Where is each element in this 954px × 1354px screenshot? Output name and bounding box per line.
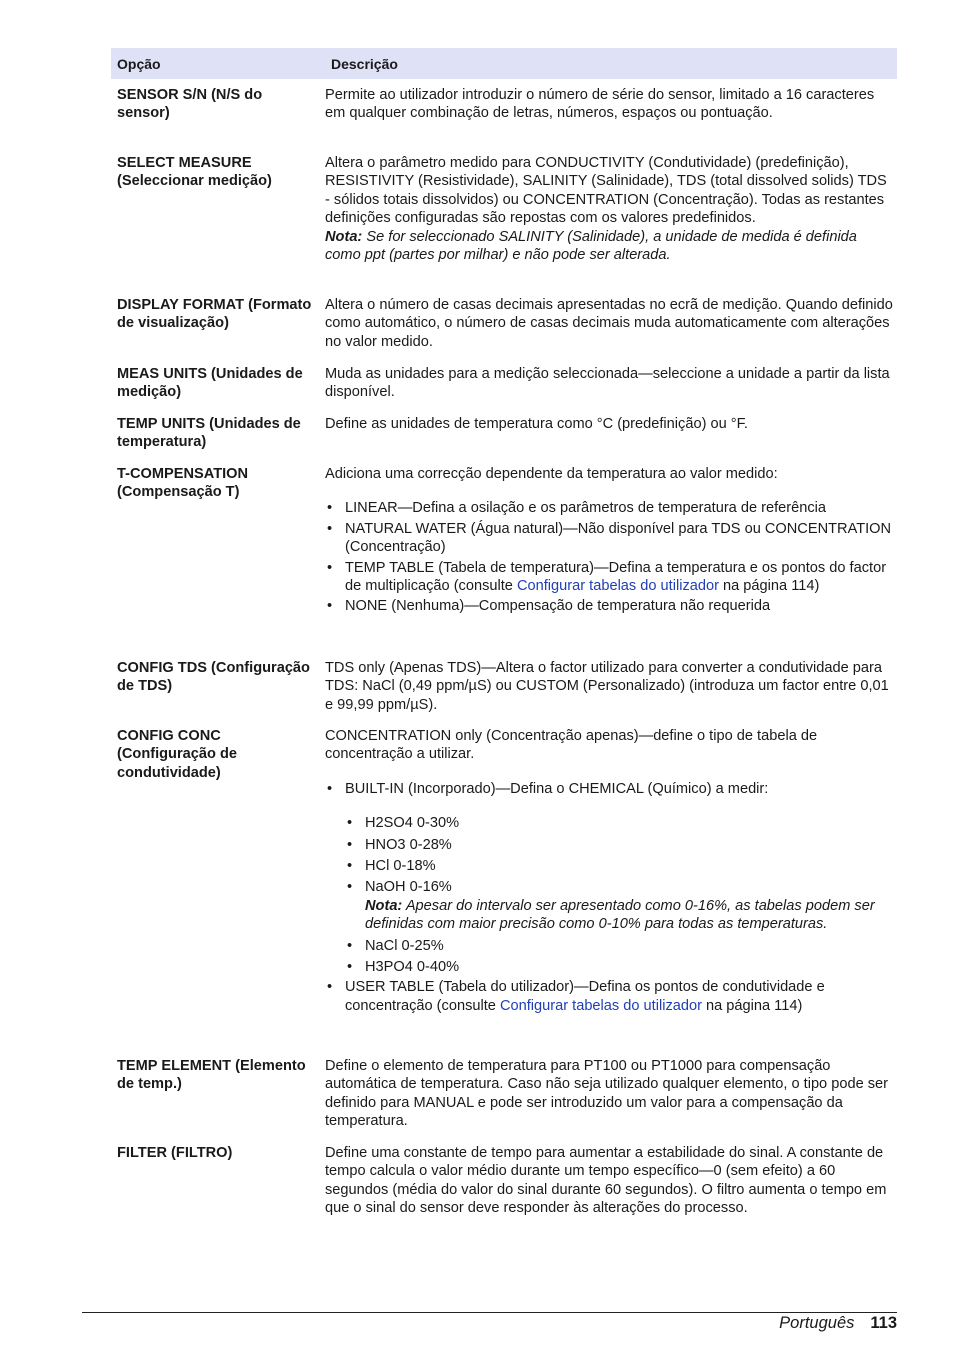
page-number: 113 — [870, 1313, 897, 1332]
option-label: MEAS UNITS (Unidades de medição) — [117, 366, 303, 401]
chemical-item: • HCl 0-18% — [345, 857, 895, 875]
note-text: Apesar do intervalo ser apresentado como 0-16%, as tabelas podem ser definidas com maior precisão como 0-10% para todas as temperaturas. — [365, 897, 875, 933]
chemical-list — [345, 814, 895, 976]
list-item-text: USER TABLE (Tabela do utilizador)—Defina os pontos de condutividade e concentração (consulte — [345, 979, 825, 1014]
list-item — [325, 780, 895, 977]
option-label: CONFIG TDS (Configuração de TDS) — [117, 660, 310, 695]
option-description: Define o elemento de temperatura para PT100 ou PT1000 para compensação automática de temperatura. Caso não seja utilizado qualquer elemento, o tipo pode ser definido para MANUAL e pode ser introduzido um valor para a compensação da temperatura. — [325, 1058, 889, 1130]
footer-language: Português — [779, 1313, 855, 1332]
description-text: CONCENTRATION only (Concentração apenas)—define o tipo de tabela de concentração a utilizar. — [325, 728, 818, 763]
tcomp-list — [325, 499, 895, 615]
note-label: Nota: — [325, 228, 363, 245]
page-footer — [779, 1312, 897, 1334]
option-description: Permite ao utilizador introduzir o número de série do sensor, limitado a 16 caracteres em qualquer combinação de letras, números, espaços ou pontuação. — [325, 87, 875, 122]
description-text: Adiciona uma correcção dependente da temperatura ao valor medido: — [325, 466, 778, 482]
option-description: TDS only (Apenas TDS)—Altera o factor utilizado para converter a condutividade para TDS: NaCl (0,49 ppm/µS) ou CUSTOM (Personalizado) (introduza um factor entre 0,01 e 99,99 ppm/µS). — [325, 660, 889, 713]
option-label: SELECT MEASURE (Seleccionar medição) — [117, 155, 272, 190]
list-item-text: BUILT-IN (Incorporado)—Defina o CHEMICAL (Químico) a medir: — [345, 780, 769, 797]
option-label: SENSOR S/N (N/S do sensor) — [117, 87, 263, 122]
list-item: • NATURAL WATER (Água natural)—Não disponível para TDS ou CONCENTRATION (Concentração) — [325, 520, 895, 557]
header-description: Descrição — [331, 55, 398, 72]
note-text: Se for seleccionado SALINITY (Salinidade), a unidade de medida é definida como ppt (partes por milhar) e não pode ser alterada. — [325, 228, 857, 264]
list-item — [325, 559, 895, 596]
option-label: CONFIG CONC (Configuração de condutividade) — [117, 728, 237, 781]
conc-list — [325, 780, 895, 1015]
header-option: Opção — [117, 55, 161, 72]
note — [325, 228, 895, 265]
chemical-item: • HNO3 0-28% — [345, 836, 895, 854]
option-description: Altera o número de casas decimais apresentadas no ecrã de medição. Quando definido como automático, o número de casas decimais muda automaticamente com alterações no valor medido. — [325, 297, 893, 350]
user-tables-link[interactable]: Configurar tabelas do utilizador — [516, 578, 719, 595]
option-description — [325, 465, 895, 616]
list-item-text: na página 114) — [718, 578, 820, 595]
list-item — [325, 978, 895, 1015]
options-table — [111, 48, 897, 1217]
note — [365, 897, 895, 934]
table-header — [111, 48, 897, 79]
note-label: Nota: — [365, 897, 403, 914]
option-description — [325, 154, 895, 264]
chemical-item — [345, 878, 895, 933]
list-item-text: TEMP TABLE (Tabela de temperatura)—Defina a temperatura e os pontos do factor de multiplicação (consulte — [345, 559, 887, 595]
chemical-item: • H2SO4 0-30% — [345, 814, 895, 832]
list-item: • NONE (Nenhuma)—Compensação de temperatura não requerida — [325, 597, 895, 615]
option-description — [325, 727, 895, 1015]
description-text: Altera o parâmetro medido para CONDUCTIVITY (Condutividade) (predefinição), RESISTIVITY (Resistividade), SALINITY (Salinidade), TDS (total dissolved solids) TDS - sólidos totais dissolvidos) ou CONCENTRATION (Concentração). Todas as restantes definições configuradas são repostas com os valores predefinidos. — [325, 155, 887, 227]
option-label: DISPLAY FORMAT (Formato de visualização) — [117, 297, 312, 332]
option-description: Muda as unidades para a medição seleccionada—seleccione a unidade a partir da lista disponível. — [325, 366, 890, 401]
footer-rule — [82, 1312, 897, 1313]
option-label: TEMP UNITS (Unidades de temperatura) — [117, 416, 301, 451]
option-description: Define uma constante de tempo para aumentar a estabilidade do sinal. A constante de tempo calcula o valor médio durante um tempo específico—0 (sem efeito) a 60 segundos (média do valor do sinal durante 60 segundos). O filtro aumenta o tempo em que o sinal do sensor deve responder às alterações do processo. — [325, 1145, 887, 1217]
option-label: T-COMPENSATION (Compensação T) — [117, 466, 249, 501]
chemical-item: • NaCl 0-25% — [345, 937, 895, 955]
chemical-text: NaOH 0-16% — [365, 879, 452, 896]
option-description: Define as unidades de temperatura como °C (predefinição) ou °F. — [325, 416, 748, 432]
chemical-item: • H3PO4 0-40% — [345, 958, 895, 976]
list-item-text: na página 114) — [701, 997, 803, 1014]
list-item: • LINEAR—Defina a osilação e os parâmetros de temperatura de referência — [325, 499, 895, 517]
user-tables-link[interactable]: Configurar tabelas do utilizador — [499, 997, 702, 1014]
option-label: TEMP ELEMENT (Elemento de temp.) — [117, 1058, 306, 1093]
option-label: FILTER (FILTRO) — [117, 1145, 233, 1161]
